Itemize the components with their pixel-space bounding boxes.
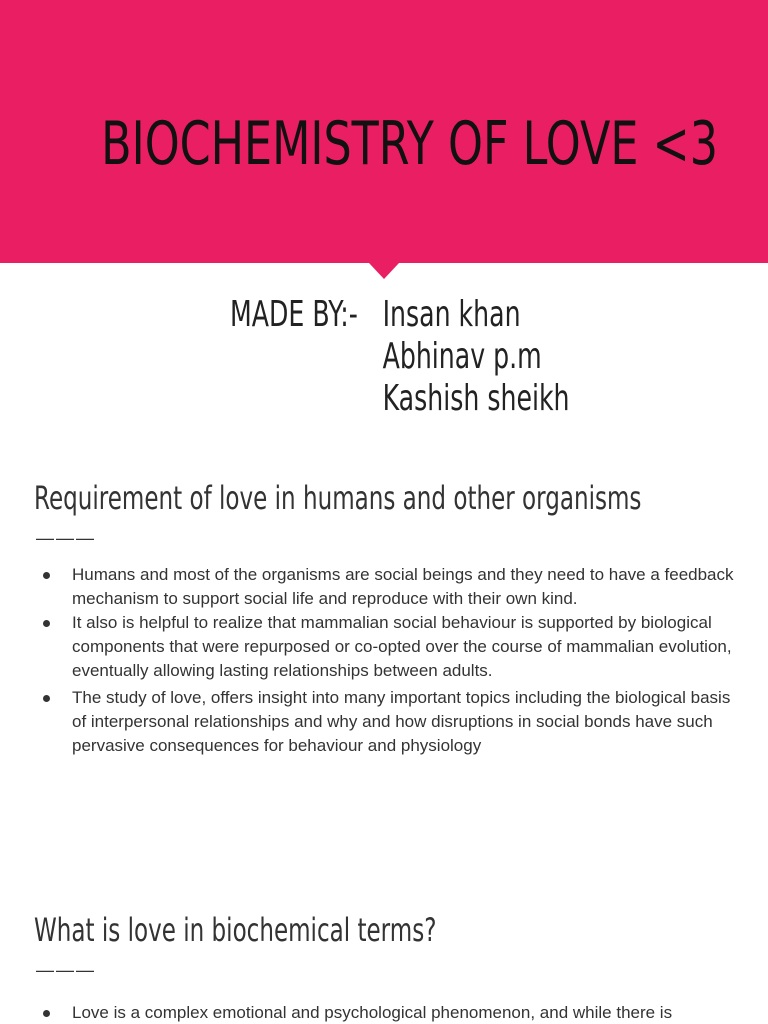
requirement-bullet-list xyxy=(0,563,768,758)
list-item xyxy=(0,611,768,686)
list-item xyxy=(0,563,768,611)
author-line-3 xyxy=(230,378,570,420)
slide-title: BIOCHEMISTRY OF LOVE <3 xyxy=(101,109,718,179)
section-heading-requirement: Requirement of love in humans and other organisms xyxy=(34,479,642,517)
bullet-text: Love is a complex emotional and psychological phenomenon, and while there is xyxy=(72,1003,673,1022)
list-item xyxy=(0,686,768,758)
author-name-1: Insan khan xyxy=(382,294,521,335)
bullet-dot-icon xyxy=(43,1010,50,1017)
banner-notch xyxy=(369,263,399,279)
author-line-1 xyxy=(230,294,570,336)
section-rule-biochemical: ——— xyxy=(36,960,96,980)
bullet-dot-icon xyxy=(43,620,50,627)
bullet-text: The study of love, offers insight into many important topics including the biological basis of interpersonal relationships and why and how disruptions in social bonds have such pervasive consequences for behaviour and physiology xyxy=(72,688,731,755)
list-item xyxy=(0,1001,768,1024)
bullet-dot-icon xyxy=(43,572,50,579)
section-rule-requirement: ——— xyxy=(36,528,96,548)
bullet-text: It also is helpful to realize that mammalian social behaviour is supported by biological components that were repurposed or co-opted over the course of mammalian evolution, eventually allowing lasting relationships between adults. xyxy=(72,613,732,680)
author-block xyxy=(230,294,570,420)
bullet-text: Humans and most of the organisms are social beings and they need to have a feedback mechanism to support social life and reproduce with their own kind. xyxy=(72,565,734,608)
biochemical-bullet-list xyxy=(0,1001,768,1024)
author-name-2: Abhinav p.m xyxy=(382,336,542,377)
author-line-2 xyxy=(230,336,570,378)
section-heading-biochemical: What is love in biochemical terms? xyxy=(34,911,437,949)
made-by-label: MADE BY:- xyxy=(230,294,358,335)
author-name-3: Kashish sheikh xyxy=(382,378,570,419)
bullet-dot-icon xyxy=(43,695,50,702)
